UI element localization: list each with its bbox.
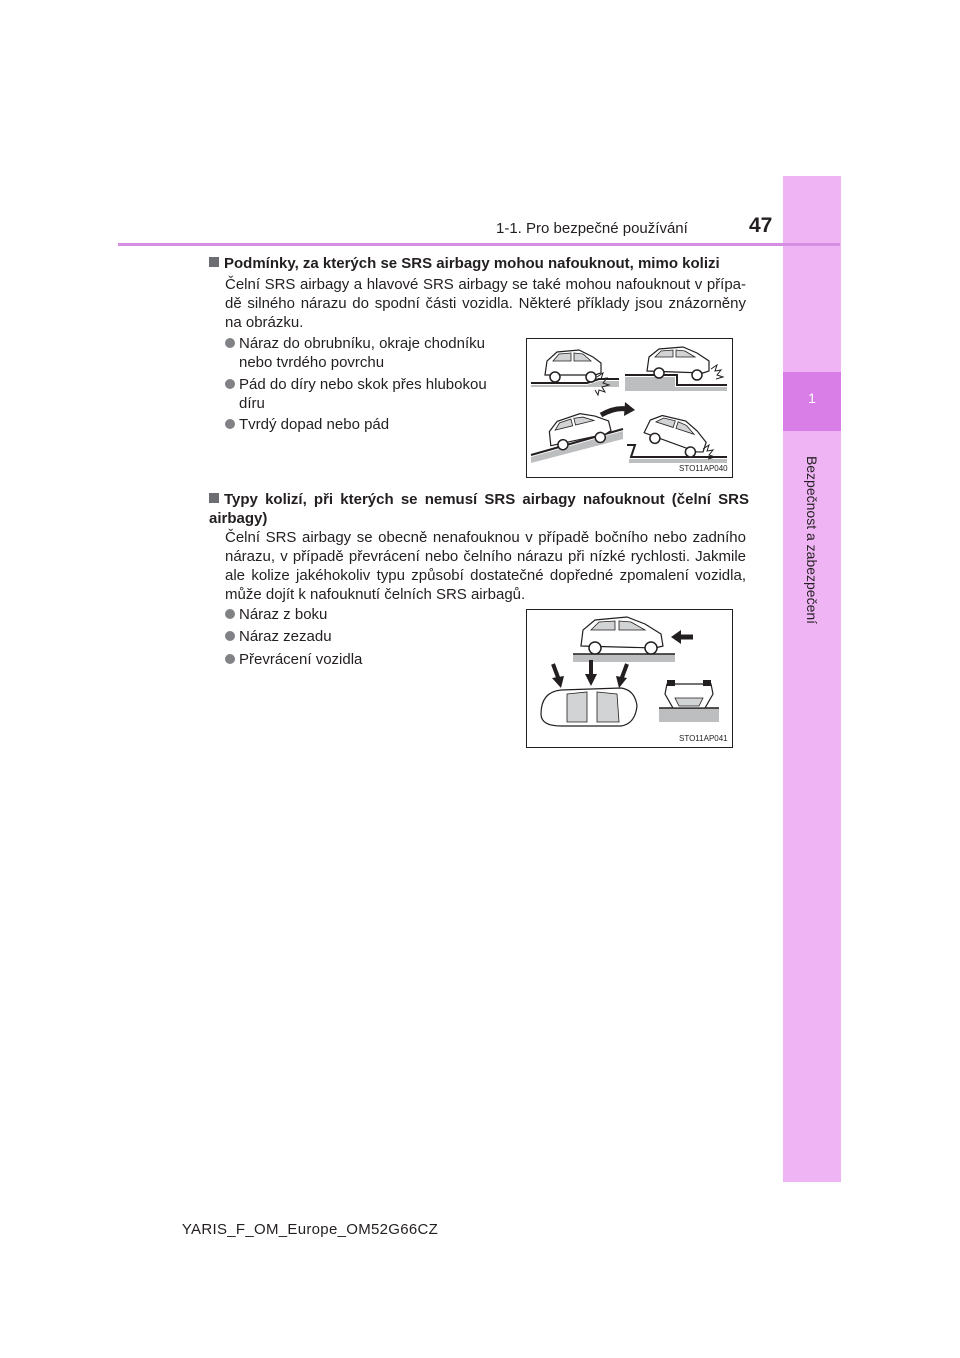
round-bullet-icon xyxy=(225,631,235,641)
section1-heading xyxy=(209,254,749,273)
section2-bullet-3 xyxy=(225,650,362,669)
page-number: 47 xyxy=(749,214,773,237)
figure-code: STO11AP041 xyxy=(679,734,728,743)
section1-bullet-2 xyxy=(225,375,513,413)
section2-bullet-1 xyxy=(225,605,327,624)
figure-code: STO11AP040 xyxy=(679,464,728,473)
square-bullet-icon xyxy=(209,257,219,267)
bullet-text: Pád do díry nebo skok přes hlubokou xyxy=(239,376,487,393)
bullet-text-continued: díru xyxy=(239,395,265,412)
collision-types-illustration xyxy=(527,610,732,747)
car-impact-illustration xyxy=(527,339,732,477)
header-divider xyxy=(118,243,840,246)
section2-heading-text: Typy kolizí, při kterých se nemusí SRS airbagy nafouknout (čelní SRS airbagy) xyxy=(209,491,749,527)
round-bullet-icon xyxy=(225,609,235,619)
square-bullet-icon xyxy=(209,493,219,503)
figure-curb-impact xyxy=(526,338,733,478)
round-bullet-icon xyxy=(225,379,235,389)
chapter-number: 1 xyxy=(808,390,816,406)
section2-bullet-2 xyxy=(225,627,332,646)
chapter-side-tab xyxy=(783,176,841,1182)
bullet-text: Náraz zezadu xyxy=(239,628,332,645)
bullet-text-continued: nebo tvrdého povrchu xyxy=(239,354,385,371)
header-section-title: 1-1. Pro bezpečné používání xyxy=(496,220,688,237)
chapter-label: Bezpečnost a zabezpečení xyxy=(804,455,820,625)
round-bullet-icon xyxy=(225,419,235,429)
section2-body: Čelní SRS airbagy se obecně nenafouknou v případě bočního nebo zadního nárazu, v případě převrácení nebo čelního nárazu při nízké rychlosti. Jakmile ale kolize jakéhokoliv typu způsobí dostatečné dopředné zpomalení vozidla, může dojít k nafouknutí čelních SRS airbagů. xyxy=(225,529,746,603)
section1-bullet-1 xyxy=(225,334,513,372)
round-bullet-icon xyxy=(225,654,235,664)
bullet-text: Tvrdý dopad nebo pád xyxy=(239,416,390,433)
bullet-text: Náraz z boku xyxy=(239,606,328,623)
section1-body: Čelní SRS airbagy a hlavové SRS airbagy se také mohou nafouknout v přípa-dě silného nárazu do spodní části vozidla. Některé příklady jsou znázorněny na obrázku. xyxy=(225,276,746,331)
round-bullet-icon xyxy=(225,338,235,348)
section2-heading xyxy=(209,490,749,528)
section1-heading-text: Podmínky, za kterých se SRS airbagy mohou nafouknout, mimo kolizi xyxy=(224,255,720,272)
bullet-text: Převrácení vozidla xyxy=(239,651,363,668)
document-footer: YARIS_F_OM_Europe_OM52G66CZ xyxy=(181,1221,439,1238)
figure-collision-types xyxy=(526,609,733,748)
section1-bullet-3 xyxy=(225,415,389,434)
bullet-text: Náraz do obrubníku, okraje chodníku xyxy=(239,335,485,352)
